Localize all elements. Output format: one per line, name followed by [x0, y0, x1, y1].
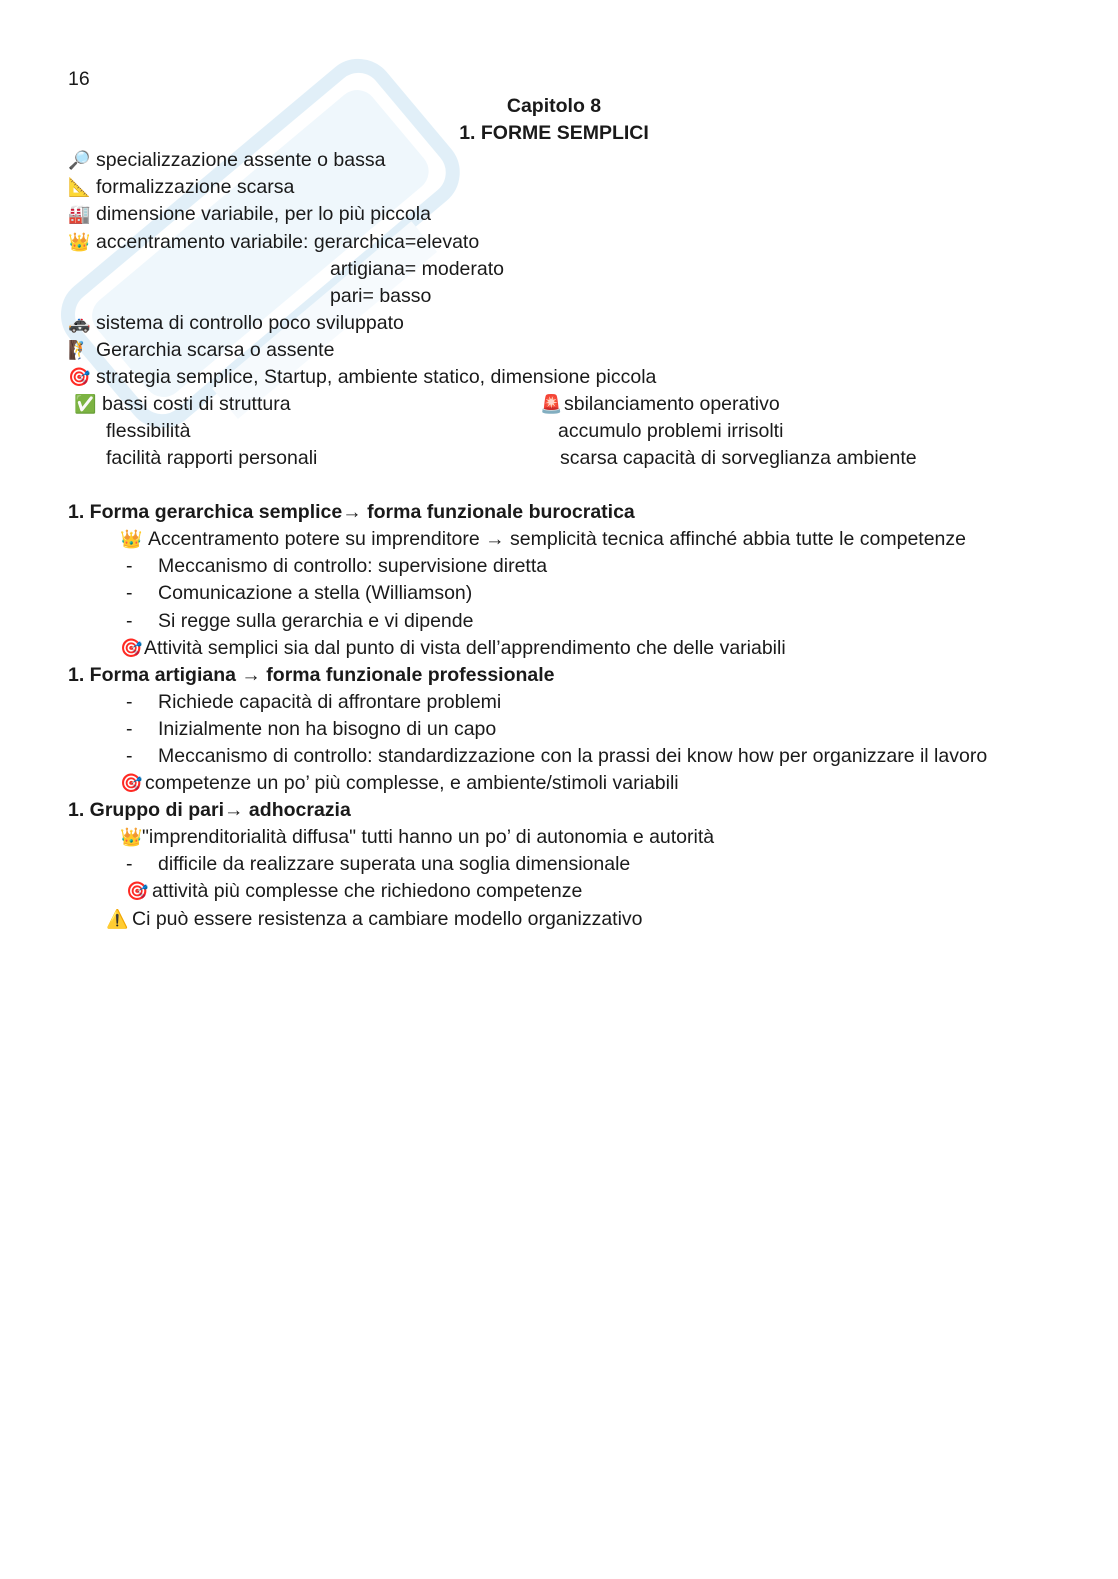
triangle-ruler-icon: 📐: [68, 177, 91, 197]
section-title: 1. FORME SEMPLICI: [459, 122, 649, 144]
pros-item: facilità rapporti personali: [106, 447, 318, 469]
list-item: - Richiede capacità di affrontare problemi: [126, 691, 502, 713]
target-icon: 🎯: [126, 881, 149, 901]
section-heading: 1. Gruppo di pari→ adhocrazia: [68, 799, 351, 821]
check-icon: ✅: [74, 394, 97, 414]
trait-item: 👑 accentramento variabile: gerarchica=elevato: [68, 229, 479, 256]
climber-icon: 🧗: [68, 340, 91, 360]
chapter-title: Capitolo 8: [506, 95, 602, 117]
warning-icon: ⚠️: [106, 909, 129, 929]
page-number: 16: [68, 68, 90, 90]
section-heading: 1. Forma gerarchica semplice→ forma funzionale burocratica: [68, 501, 635, 523]
list-item: - Si regge sulla gerarchia e vi dipende: [126, 610, 474, 632]
siren-icon: 🚨: [540, 394, 563, 414]
cons-item: accumulo problemi irrisolti: [558, 420, 784, 442]
target-icon: 🎯: [120, 638, 143, 658]
trait-item: 📐 formalizzazione scarsa: [68, 174, 294, 201]
list-item: - Meccanismo di controllo: standardizzazione con la prassi dei know how per organizzare il lavoro: [126, 745, 988, 767]
trait-continuation: artigiana= moderato: [330, 258, 504, 280]
list-item: - difficile da realizzare superata una soglia dimensionale: [126, 853, 631, 875]
pros-item: flessibilità: [106, 420, 191, 442]
factory-icon: 🏭: [68, 204, 91, 224]
list-item: - Inizialmente non ha bisogno di un capo: [126, 718, 497, 740]
police-car-icon: 🚓: [68, 313, 91, 333]
crown-item: 👑 Accentramento potere su imprenditore → semplicità tecnica affinché abbia tutte le competenze: [120, 526, 966, 553]
crown-icon: 👑: [68, 232, 91, 252]
cons-item: scarsa capacità di sorveglianza ambiente: [560, 447, 917, 469]
cons-item: 🚨sbilanciamento operativo: [540, 391, 780, 418]
warning-item: ⚠️ Ci può essere resistenza a cambiare modello organizzativo: [106, 906, 643, 933]
target-item: 🎯Attività semplici sia dal punto di vista dell’apprendimento che delle variabili: [120, 635, 786, 662]
crown-icon: 👑: [120, 529, 143, 549]
list-item: - Comunicazione a stella (Williamson): [126, 582, 473, 604]
trait-item: 🚓 sistema di controllo poco sviluppato: [68, 310, 404, 337]
trait-item: 🎯 strategia semplice, Startup, ambiente statico, dimensione piccola: [68, 364, 656, 391]
trait-item: 🏭 dimensione variabile, per lo più piccola: [68, 201, 431, 228]
trait-item: 🔎 specializzazione assente o bassa: [68, 147, 385, 174]
pros-item: ✅ bassi costi di struttura: [74, 391, 291, 418]
target-icon: 🎯: [120, 773, 143, 793]
target-item: 🎯 attività più complesse che richiedono competenze: [126, 878, 582, 905]
list-item: - Meccanismo di controllo: supervisione diretta: [126, 555, 548, 577]
target-icon: 🎯: [68, 367, 91, 387]
trait-continuation: pari= basso: [330, 285, 432, 307]
magnifier-icon: 🔎: [68, 150, 91, 170]
crown-item: 👑"imprenditorialità diffusa" tutti hanno un po’ di autonomia e autorità: [120, 824, 714, 851]
trait-item: 🧗 Gerarchia scarsa o assente: [68, 337, 334, 364]
crown-icon: 👑: [120, 827, 143, 847]
target-item: 🎯 competenze un po’ più complesse, e ambiente/stimoli variabili: [120, 770, 679, 797]
section-heading: 1. Forma artigiana → forma funzionale professionale: [68, 664, 555, 686]
